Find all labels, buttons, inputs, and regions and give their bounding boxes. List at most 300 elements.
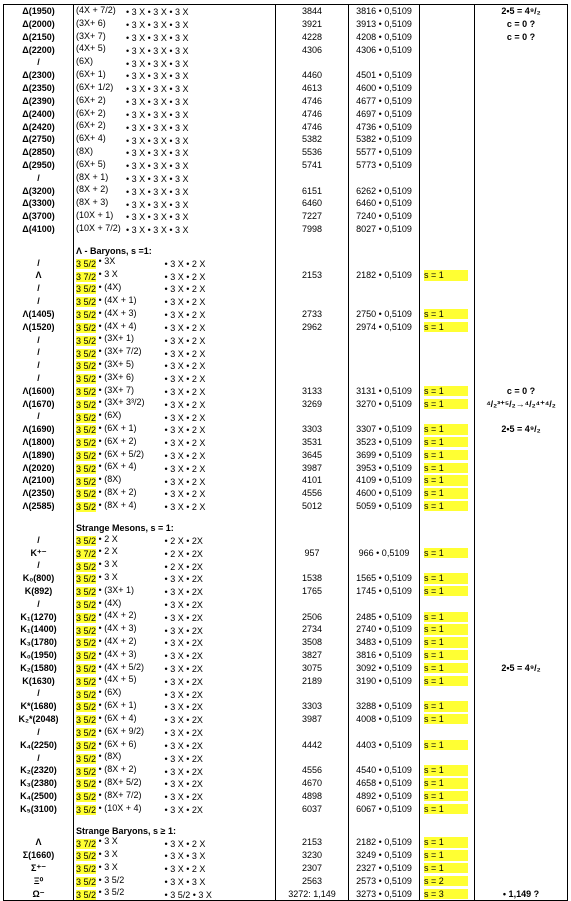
formula-factors: • 3 X • 2 X [164, 284, 206, 295]
formula-prefix: 3 5/2 [76, 651, 97, 662]
computed-value: 5773 • 0,5109 [349, 159, 420, 172]
formula-prefix: 3 5/2 [76, 864, 97, 875]
formula-factors: • 3 X • 3 X • 3 X [126, 173, 189, 184]
mass-value [276, 333, 349, 346]
table-row [4, 815, 568, 825]
formula-cell [74, 862, 276, 875]
spin-badge: s = 1 [424, 863, 468, 873]
formula-prefix: 3 5/2 [76, 322, 97, 333]
note-cell: 2•5 = 4⁹/₂ [475, 423, 568, 436]
computed-value: 3288 • 0,5109 [349, 700, 420, 713]
spin-cell [420, 875, 475, 888]
particle-name [4, 246, 74, 256]
table-row [4, 18, 568, 31]
mass-value: 7998 [276, 223, 349, 236]
particle-name [4, 523, 74, 533]
table-row [4, 572, 568, 585]
note-cell [475, 623, 568, 636]
mass-value [276, 359, 349, 372]
note-cell [475, 739, 568, 752]
spin-cell [420, 815, 475, 825]
table-row [4, 887, 568, 900]
spin-cell [420, 572, 475, 585]
mass-value [276, 559, 349, 572]
table-row [4, 803, 568, 816]
formula-prefix: 3 5/2 [76, 804, 97, 815]
particle-name: Λ(2350) [4, 487, 74, 500]
note-cell [475, 56, 568, 69]
mass-value: 2563 [276, 875, 349, 888]
spin-cell [420, 359, 475, 372]
note-cell [475, 146, 568, 159]
particle-name: K₀(1950) [4, 649, 74, 662]
table-body [4, 5, 568, 901]
note-cell [475, 836, 568, 849]
formula-cell [74, 269, 276, 282]
formula-term: • (3X+ 5) [98, 358, 134, 369]
formula-cell [74, 474, 276, 487]
mass-value: 5382 [276, 133, 349, 146]
computed-value: 3953 • 0,5109 [349, 461, 420, 474]
mass-value: 3827 [276, 649, 349, 662]
formula-factors: • 3 X • 3 X • 3 X [126, 122, 189, 133]
spin-cell [420, 308, 475, 321]
particle-name: Δ(2150) [4, 31, 74, 44]
computed-value: 4697 • 0,5109 [349, 108, 420, 121]
formula-cell [74, 764, 276, 777]
table-row [4, 333, 568, 346]
formula-term: • (4X + 2) [98, 610, 137, 621]
mass-value [276, 346, 349, 359]
particle-name: Δ(2950) [4, 159, 74, 172]
formula-cell [74, 887, 276, 900]
formula-factors: • 3 X • 2X [164, 702, 203, 713]
note-cell [475, 513, 568, 523]
mass-value [276, 687, 349, 700]
particle-name: Δ(2750) [4, 133, 74, 146]
spin-badge: s = 1 [424, 850, 468, 860]
computed-value: 4600 • 0,5109 [349, 82, 420, 95]
formula-prefix: 3 5/2 [76, 335, 97, 346]
formula-cell [74, 108, 276, 121]
formula-factors: • 3 X • 2X [164, 676, 203, 687]
computed-value: 3816 • 0,5109 [349, 649, 420, 662]
formula-prefix: 3 5/2 [76, 792, 97, 803]
table-row [4, 397, 568, 410]
formula-term: (6X) [76, 56, 94, 67]
computed-value [349, 246, 420, 256]
formula-term: • (4X + 4) [98, 320, 137, 331]
mass-value: 2962 [276, 321, 349, 334]
table-row [4, 862, 568, 875]
formula-term: • (8X) [98, 474, 122, 485]
table-row [4, 210, 568, 223]
particle-name: / [4, 346, 74, 359]
note-cell [475, 598, 568, 611]
formula-factors: • 3 X • 2X [164, 599, 203, 610]
mass-value: 5012 [276, 500, 349, 513]
formula-prefix: 3 5/2 [76, 258, 97, 269]
spin-cell [420, 321, 475, 334]
formula-cell [74, 423, 276, 436]
spin-cell [420, 159, 475, 172]
computed-value: 2182 • 0,5109 [349, 836, 420, 849]
computed-value: 2750 • 0,5109 [349, 308, 420, 321]
formula-term: • (6X + 5/2) [98, 448, 144, 459]
table-row [4, 346, 568, 359]
note-cell [475, 559, 568, 572]
formula-term: • (8X + 4) [98, 499, 137, 510]
mass-value: 1538 [276, 572, 349, 585]
mass-value: 6151 [276, 184, 349, 197]
computed-value [349, 256, 420, 269]
spin-cell [420, 108, 475, 121]
spin-cell [420, 739, 475, 752]
formula-factors: • 3 5/2 • 3 X [164, 889, 212, 900]
formula-term: • (8X+ 7/2) [98, 789, 142, 800]
mass-value: 3987 [276, 713, 349, 726]
formula-cell [74, 95, 276, 108]
mass-value [276, 513, 349, 523]
spin-badge: s = 1 [424, 778, 468, 788]
note-cell: ⁴/₂³⁺⁵/₂→⁴/₂⁴⁺⁴/₂ [475, 397, 568, 410]
section-header-row [4, 246, 568, 256]
formula-prefix: 3 5/2 [76, 638, 97, 649]
formula-cell [74, 120, 276, 133]
note-cell [475, 751, 568, 764]
formula-factors: • 3 X • 2X [164, 587, 203, 598]
table-row [4, 172, 568, 185]
spin-cell [420, 133, 475, 146]
formula-cell [74, 534, 276, 547]
spin-cell [420, 836, 475, 849]
table-row [4, 410, 568, 423]
spin-cell [420, 713, 475, 726]
formula-term: • 3 X [98, 849, 118, 859]
formula-term: • 3 X [98, 861, 118, 872]
spin-cell [420, 397, 475, 410]
note-cell [475, 120, 568, 133]
formula-cell [74, 31, 276, 44]
note-cell [475, 410, 568, 423]
table-row [4, 449, 568, 462]
particle-name: Δ(3300) [4, 197, 74, 210]
computed-value: 3092 • 0,5109 [349, 662, 420, 675]
formula-term: • (4X + 3) [98, 623, 137, 634]
computed-value [349, 513, 420, 523]
note-cell [475, 210, 568, 223]
computed-value: 1745 • 0,5109 [349, 585, 420, 598]
formula-term: (6X+ 5) [76, 158, 106, 169]
particle-name: Δ(2420) [4, 120, 74, 133]
formula-factors: • 3 X • 2X [164, 715, 203, 726]
formula-term: • (6X + 6) [98, 738, 137, 749]
formula-term: (6X+ 2) [76, 94, 106, 105]
formula-cell [74, 461, 276, 474]
formula-prefix: 3 5/2 [76, 463, 97, 474]
formula-factors: • 2 X • 2X [164, 561, 203, 572]
table-row [4, 649, 568, 662]
formula-term: • (4X + 1) [98, 294, 137, 305]
mass-value: 3133 [276, 385, 349, 398]
spin-cell [420, 700, 475, 713]
formula-cell [74, 436, 276, 449]
spin-cell [420, 662, 475, 675]
spin-badge: s = 1 [424, 475, 468, 485]
formula-factors: • 3 X • 2X [164, 766, 203, 777]
formula-cell [74, 803, 276, 816]
formula-factors: • 3 X • 2 X [164, 335, 206, 346]
formula-cell [74, 146, 276, 159]
formula-factors: • 3 X • 3 X • 3 X [126, 45, 189, 56]
formula-factors: • 3 X • 2 X [164, 838, 206, 849]
formula-prefix: 3 7/2 [76, 548, 97, 559]
formula-prefix: 3 5/2 [76, 502, 97, 513]
formula-cell [74, 649, 276, 662]
computed-value [349, 559, 420, 572]
spin-badge: s = 1 [424, 624, 468, 634]
table-row [4, 700, 568, 713]
spin-badge: s = 1 [424, 573, 468, 583]
note-cell [475, 295, 568, 308]
formula-prefix: 3 5/2 [76, 664, 97, 675]
table-row [4, 372, 568, 385]
particle-name: K₂(2320) [4, 764, 74, 777]
mass-value: 3844 [276, 5, 349, 18]
computed-value: 4403 • 0,5109 [349, 739, 420, 752]
formula-prefix: 3 5/2 [76, 412, 97, 423]
note-cell [475, 184, 568, 197]
spin-badge: s = 1 [424, 586, 468, 596]
spin-cell [420, 474, 475, 487]
spin-badge: s = 1 [424, 804, 468, 814]
formula-cell [74, 308, 276, 321]
note-cell [475, 500, 568, 513]
table-row [4, 598, 568, 611]
table-row [4, 82, 568, 95]
computed-value [349, 687, 420, 700]
mass-value [276, 236, 349, 246]
mass-value: 2153 [276, 836, 349, 849]
formula-cell [74, 197, 276, 210]
formula-cell [74, 687, 276, 700]
computed-value [349, 346, 420, 359]
formula-term: • (4X + 5/2) [98, 661, 144, 672]
table-row [4, 623, 568, 636]
formula-term: • 2 X [98, 533, 118, 544]
note-cell [475, 359, 568, 372]
formula-term: (3X+ 6) [76, 17, 106, 28]
particle-name: Σ(1660) [4, 849, 74, 862]
particle-name: / [4, 295, 74, 308]
table-row [4, 513, 568, 523]
note-cell [475, 172, 568, 185]
formula-cell [74, 410, 276, 423]
formula-term: • (3X+ 3³/2) [98, 397, 145, 408]
note-cell [475, 726, 568, 739]
formula-term: (8X + 1) [76, 171, 109, 182]
table-row [4, 674, 568, 687]
formula-cell [74, 321, 276, 334]
table-row [4, 133, 568, 146]
formula-factors: • 3 X • 2X [164, 638, 203, 649]
spin-cell [420, 534, 475, 547]
formula-factors: • 3 X • 2 X [164, 322, 206, 333]
formula-factors: • 3 X • 3 X • 3 X [126, 148, 189, 159]
formula-cell [74, 836, 276, 849]
note-cell [475, 764, 568, 777]
table-row [4, 474, 568, 487]
particle-name: Δ(2400) [4, 108, 74, 121]
spin-cell [420, 449, 475, 462]
formula-prefix: 3 5/2 [76, 489, 97, 500]
computed-value: 2327 • 0,5109 [349, 862, 420, 875]
spin-badge: s = 1 [424, 663, 468, 673]
computed-value: 4892 • 0,5109 [349, 790, 420, 803]
spin-cell [420, 146, 475, 159]
mass-value [276, 372, 349, 385]
particle-name: Ω⁻ [4, 887, 74, 900]
computed-value: 8027 • 0,5109 [349, 223, 420, 236]
formula-cell [74, 236, 276, 246]
formula-cell [74, 662, 276, 675]
computed-value [349, 359, 420, 372]
spin-badge: s = 1 [424, 676, 468, 686]
computed-value: 2573 • 0,5109 [349, 875, 420, 888]
formula-prefix: 3 5/2 [76, 297, 97, 308]
table-row [4, 31, 568, 44]
table-row [4, 662, 568, 675]
spin-cell [420, 790, 475, 803]
table-row [4, 108, 568, 121]
spin-cell [420, 726, 475, 739]
formula-cell [74, 82, 276, 95]
formula-factors: • 3 X • 2X [164, 651, 203, 662]
formula-prefix: 3 5/2 [76, 625, 97, 636]
formula-cell [74, 610, 276, 623]
particle-name: K₃(1780) [4, 636, 74, 649]
formula-prefix: 3 5/2 [76, 284, 97, 295]
spin-cell [420, 751, 475, 764]
table-row [4, 197, 568, 210]
formula-term: • (6X) [98, 410, 122, 421]
formula-cell [74, 282, 276, 295]
formula-cell [74, 449, 276, 462]
formula-term: Strange Baryons, s ≥ 1: [76, 825, 176, 836]
computed-value [349, 236, 420, 246]
particle-name: Λ(1520) [4, 321, 74, 334]
formula-prefix: 3 5/2 [76, 476, 97, 487]
formula-term: (4X+ 5) [76, 43, 106, 54]
formula-prefix: 3 5/2 [76, 399, 97, 410]
computed-value [349, 56, 420, 69]
formula-cell [74, 739, 276, 752]
spin-cell [420, 546, 475, 559]
mass-value: 5536 [276, 146, 349, 159]
mass-value: 4746 [276, 120, 349, 133]
formula-factors: • 3 X • 2 X [164, 425, 206, 436]
table-row [4, 184, 568, 197]
computed-value: 3913 • 0,5109 [349, 18, 420, 31]
note-cell [475, 875, 568, 888]
mass-value: 4670 [276, 777, 349, 790]
computed-value: 3483 • 0,5109 [349, 636, 420, 649]
formula-cell [74, 572, 276, 585]
computed-value: 6460 • 0,5109 [349, 197, 420, 210]
computed-value: 3307 • 0,5109 [349, 423, 420, 436]
mass-value: 3075 [276, 662, 349, 675]
particle-name: Λ(2585) [4, 500, 74, 513]
particle-name: Λ(1890) [4, 449, 74, 462]
formula-prefix: 3 5/2 [76, 889, 97, 900]
formula-factors: • 3 X • 2X [164, 574, 203, 585]
formula-factors: • 3 X • 3 X [164, 877, 206, 888]
computed-value: 5382 • 0,5109 [349, 133, 420, 146]
particle-name: Λ [4, 269, 74, 282]
note-cell [475, 256, 568, 269]
formula-cell [74, 346, 276, 359]
particle-name: Δ(2000) [4, 18, 74, 31]
particle-name: Δ(2300) [4, 69, 74, 82]
mass-value: 3272: 1,149 [276, 887, 349, 900]
formula-term: (3X+ 7) [76, 30, 106, 41]
particle-name: K(892) [4, 585, 74, 598]
note-cell [475, 108, 568, 121]
computed-value [349, 333, 420, 346]
formula-cell [74, 69, 276, 82]
note-cell [475, 321, 568, 334]
spin-cell [420, 95, 475, 108]
mass-value: 4613 [276, 82, 349, 95]
spin-cell [420, 236, 475, 246]
formula-term: • (4X + 2) [98, 636, 137, 646]
particle-name: / [4, 559, 74, 572]
spin-cell [420, 887, 475, 900]
table-row [4, 585, 568, 598]
mass-value: 3230 [276, 849, 349, 862]
formula-term: (6X+ 1) [76, 69, 106, 80]
note-cell [475, 777, 568, 790]
spin-cell [420, 559, 475, 572]
mass-value [276, 534, 349, 547]
spin-cell [420, 31, 475, 44]
formula-factors: • 3 X • 2X [164, 664, 203, 675]
formula-factors: • 3 X • 3 X • 3 X [126, 109, 189, 120]
formula-factors: • 3 X • 2X [164, 804, 203, 815]
formula-cell [74, 815, 276, 825]
particle-name: / [4, 598, 74, 611]
particle-name: Λ(2100) [4, 474, 74, 487]
formula-cell [74, 875, 276, 888]
spin-badge: s = 3 [424, 889, 468, 899]
note-cell [475, 687, 568, 700]
formula-term: (10X + 1) [76, 210, 114, 220]
spin-cell [420, 223, 475, 236]
formula-cell [74, 700, 276, 713]
spin-badge: s = 1 [424, 450, 468, 460]
formula-term: • (6X) [98, 687, 122, 698]
computed-value: 2740 • 0,5109 [349, 623, 420, 636]
computed-value [349, 598, 420, 611]
formula-term: (6X+ 2) [76, 120, 106, 131]
formula-term: • (3X+ 7) [98, 384, 134, 395]
formula-term: • 3 X [98, 269, 118, 280]
formula-prefix: 3 5/2 [76, 728, 97, 739]
note-cell [475, 372, 568, 385]
note-cell [475, 546, 568, 559]
mass-value: 4101 [276, 474, 349, 487]
formula-term: • (3X+ 1) [98, 584, 134, 595]
